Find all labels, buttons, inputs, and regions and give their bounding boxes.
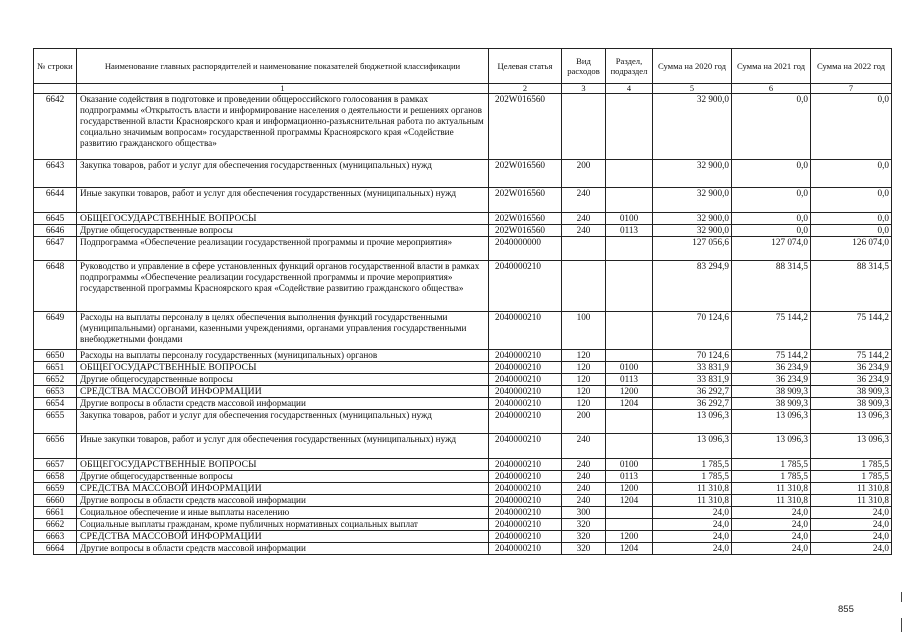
row-sum-2022: 1 785,5 [811,459,892,471]
row-expense-type: 200 [562,410,606,434]
row-sum-2020: 13 096,3 [653,434,732,459]
row-sum-2021: 38 909,3 [732,398,811,410]
row-section: 0100 [606,213,653,225]
table-row [34,386,892,398]
row-number: 6649 [34,312,77,350]
row-name: ОБЩЕГОСУДАРСТВЕННЫЕ ВОПРОСЫ [77,459,489,471]
row-number: 6652 [34,374,77,386]
row-expense-type: 120 [562,398,606,410]
row-sum-2022: 11 310,8 [811,495,892,507]
row-sum-2022: 13 096,3 [811,410,892,434]
row-sum-2022: 75 144,2 [811,312,892,350]
column-number: 2 [489,84,562,94]
row-sum-2020: 11 310,8 [653,483,732,495]
row-number: 6647 [34,237,77,261]
row-section: 0113 [606,225,653,237]
row-target-article: 2040000210 [489,434,562,459]
row-sum-2021: 24,0 [732,543,811,555]
header-sum-2021: Сумма на 2021 год [732,49,811,84]
table-row [34,459,892,471]
row-number: 6656 [34,434,77,459]
row-target-article: 2040000210 [489,543,562,555]
row-sum-2022: 0,0 [811,160,892,188]
row-expense-type: 240 [562,459,606,471]
row-number: 6654 [34,398,77,410]
row-name: Подпрограмма «Обеспечение реализации государственной программы и прочие мероприятия» [77,237,489,261]
row-expense-type: 240 [562,225,606,237]
header-name: Наименование главных распорядителей и наименование показателей бюджетной классификации [77,49,489,84]
row-target-article: 2040000210 [489,374,562,386]
table-row [34,261,892,312]
row-expense-type: 240 [562,434,606,459]
row-section [606,261,653,312]
table-body [34,94,892,555]
row-target-article: 2040000210 [489,386,562,398]
row-target-article: 2040000210 [489,410,562,434]
row-number: 6646 [34,225,77,237]
table-row [34,483,892,495]
header-sum-2020: Сумма на 2020 год [653,49,732,84]
row-sum-2020: 13 096,3 [653,410,732,434]
row-sum-2021: 0,0 [732,213,811,225]
row-sum-2022: 24,0 [811,531,892,543]
table-row [34,495,892,507]
table-row [34,543,892,555]
row-sum-2022: 88 314,5 [811,261,892,312]
row-sum-2022: 24,0 [811,519,892,531]
row-sum-2021: 1 785,5 [732,459,811,471]
row-section [606,160,653,188]
row-section [606,188,653,213]
budget-table-sheet [33,48,891,555]
row-sum-2020: 32 900,0 [653,225,732,237]
row-sum-2022: 24,0 [811,507,892,519]
row-section: 0100 [606,362,653,374]
row-sum-2021: 38 909,3 [732,386,811,398]
header-type: Вид расходов [562,49,606,84]
row-name: Иные закупки товаров, работ и услуг для обеспечения государственных (муниципальных) нужд [77,434,489,459]
scan-edge-mark [901,618,902,632]
row-section [606,350,653,362]
row-sum-2021: 1 785,5 [732,471,811,483]
row-section: 1204 [606,543,653,555]
row-section: 0113 [606,471,653,483]
row-expense-type: 240 [562,483,606,495]
row-section: 1200 [606,531,653,543]
row-expense-type: 120 [562,374,606,386]
row-sum-2020: 32 900,0 [653,213,732,225]
row-target-article: 202W016560 [489,188,562,213]
row-name: Расходы на выплаты персоналу в целях обеспечения выполнения функций государственными (муниципальными) органами, казенными учреждениями, органами управления государственными внебюджетными фондами [77,312,489,350]
row-section: 1200 [606,483,653,495]
row-target-article: 202W016560 [489,213,562,225]
row-section [606,519,653,531]
row-section: 1204 [606,398,653,410]
row-number: 6644 [34,188,77,213]
row-sum-2021: 11 310,8 [732,495,811,507]
row-number: 6661 [34,507,77,519]
row-sum-2022: 0,0 [811,188,892,213]
row-sum-2021: 13 096,3 [732,434,811,459]
row-name: Другие общегосударственные вопросы [77,374,489,386]
row-sum-2022: 11 310,8 [811,483,892,495]
row-section: 1204 [606,495,653,507]
row-expense-type [562,261,606,312]
row-number: 6655 [34,410,77,434]
row-sum-2020: 70 124,6 [653,350,732,362]
row-name: Другие вопросы в области средств массовой информации [77,398,489,410]
row-target-article: 2040000000 [489,237,562,261]
table-row [34,507,892,519]
row-sum-2020: 36 292,7 [653,398,732,410]
row-target-article: 2040000210 [489,471,562,483]
row-sum-2021: 75 144,2 [732,312,811,350]
row-number: 6660 [34,495,77,507]
row-sum-2020: 32 900,0 [653,188,732,213]
budget-table [33,48,892,555]
header-row [34,49,892,84]
table-row [34,160,892,188]
row-sum-2021: 0,0 [732,225,811,237]
row-number: 6663 [34,531,77,543]
row-sum-2021: 13 096,3 [732,410,811,434]
row-expense-type: 240 [562,471,606,483]
row-sum-2020: 32 900,0 [653,94,732,160]
table-row [34,374,892,386]
table-row [34,94,892,160]
row-sum-2022: 126 074,0 [811,237,892,261]
row-number: 6653 [34,386,77,398]
scan-edge-mark [901,592,902,602]
row-expense-type: 100 [562,312,606,350]
row-sum-2021: 88 314,5 [732,261,811,312]
row-sum-2021: 0,0 [732,94,811,160]
table-row [34,225,892,237]
column-number: 3 [562,84,606,94]
row-sum-2021: 11 310,8 [732,483,811,495]
row-sum-2022: 13 096,3 [811,434,892,459]
row-sum-2022: 36 234,9 [811,374,892,386]
table-row [34,350,892,362]
row-target-article: 2040000210 [489,362,562,374]
row-number: 6642 [34,94,77,160]
row-section [606,94,653,160]
row-name: Другие общегосударственные вопросы [77,225,489,237]
row-number: 6664 [34,543,77,555]
row-sum-2020: 11 310,8 [653,495,732,507]
row-target-article: 2040000210 [489,495,562,507]
row-sum-2022: 0,0 [811,213,892,225]
row-name: Другие вопросы в области средств массовой информации [77,495,489,507]
row-name: Иные закупки товаров, работ и услуг для обеспечения государственных (муниципальных) нужд [77,188,489,213]
table-row [34,362,892,374]
row-sum-2020: 24,0 [653,519,732,531]
row-expense-type: 120 [562,386,606,398]
row-number: 6650 [34,350,77,362]
row-sum-2021: 0,0 [732,160,811,188]
row-target-article: 2040000210 [489,398,562,410]
row-name: СРЕДСТВА МАССОВОЙ ИНФОРМАЦИИ [77,386,489,398]
row-sum-2020: 36 292,7 [653,386,732,398]
row-sum-2021: 24,0 [732,519,811,531]
row-sum-2022: 36 234,9 [811,362,892,374]
row-number: 6645 [34,213,77,225]
table-row [34,312,892,350]
page-number: 855 [838,604,854,615]
row-sum-2020: 33 831,9 [653,362,732,374]
row-sum-2021: 127 074,0 [732,237,811,261]
row-sum-2020: 1 785,5 [653,459,732,471]
row-number: 6658 [34,471,77,483]
header-sum-2022: Сумма на 2022 год [811,49,892,84]
row-expense-type: 200 [562,160,606,188]
row-section [606,410,653,434]
row-name: ОБЩЕГОСУДАРСТВЕННЫЕ ВОПРОСЫ [77,362,489,374]
table-row [34,237,892,261]
table-row [34,434,892,459]
row-name: ОБЩЕГОСУДАРСТВЕННЫЕ ВОПРОСЫ [77,213,489,225]
row-sum-2020: 83 294,9 [653,261,732,312]
row-name: Другие общегосударственные вопросы [77,471,489,483]
header-target: Целевая статья [489,49,562,84]
row-name: Закупка товаров, работ и услуг для обеспечения государственных (муниципальных) нужд [77,160,489,188]
column-number: 4 [606,84,653,94]
row-target-article: 2040000210 [489,350,562,362]
header-section: Раздел, подраздел [606,49,653,84]
row-section: 0100 [606,459,653,471]
row-expense-type: 320 [562,531,606,543]
row-sum-2022: 0,0 [811,225,892,237]
header-row-no: № строки [34,49,77,84]
row-expense-type: 240 [562,213,606,225]
row-expense-type: 120 [562,350,606,362]
row-sum-2020: 1 785,5 [653,471,732,483]
row-sum-2022: 38 909,3 [811,386,892,398]
row-target-article: 2040000210 [489,459,562,471]
row-section [606,237,653,261]
row-sum-2022: 24,0 [811,543,892,555]
row-name: Оказание содействия в подготовке и проведении общероссийского голосования в рамках подпрограммы «Открытость власти и информирование населения о деятельности и решениях органов государственной власти Красноярского края и информационно-разъяснительная работа по актуальным социально значимым вопросам» государственной программы Красноярского края «Содействие развитию гражданского общества» [77,94,489,160]
row-expense-type: 240 [562,188,606,213]
table-row [34,213,892,225]
row-name: Социальное обеспечение и иные выплаты населению [77,507,489,519]
column-number: 5 [653,84,732,94]
row-sum-2020: 127 056,6 [653,237,732,261]
row-sum-2020: 24,0 [653,531,732,543]
row-expense-type: 240 [562,495,606,507]
row-target-article: 2040000210 [489,483,562,495]
row-sum-2020: 24,0 [653,507,732,519]
row-expense-type: 320 [562,543,606,555]
table-row [34,410,892,434]
row-sum-2020: 33 831,9 [653,374,732,386]
row-target-article: 2040000210 [489,519,562,531]
row-expense-type: 120 [562,362,606,374]
row-sum-2020: 24,0 [653,543,732,555]
row-sum-2021: 24,0 [732,507,811,519]
row-sum-2021: 0,0 [732,188,811,213]
row-target-article: 202W016560 [489,225,562,237]
row-number: 6659 [34,483,77,495]
table-row [34,531,892,543]
row-sum-2022: 0,0 [811,94,892,160]
row-expense-type: 320 [562,519,606,531]
row-target-article: 2040000210 [489,531,562,543]
row-sum-2022: 75 144,2 [811,350,892,362]
row-expense-type: 300 [562,507,606,519]
row-sum-2021: 75 144,2 [732,350,811,362]
row-expense-type [562,94,606,160]
row-section: 1200 [606,386,653,398]
row-sum-2020: 32 900,0 [653,160,732,188]
table-row [34,398,892,410]
row-target-article: 2040000210 [489,507,562,519]
row-target-article: 2040000210 [489,312,562,350]
row-section [606,507,653,519]
row-name: СРЕДСТВА МАССОВОЙ ИНФОРМАЦИИ [77,483,489,495]
row-target-article: 202W016560 [489,160,562,188]
row-sum-2021: 36 234,9 [732,362,811,374]
row-number: 6643 [34,160,77,188]
row-sum-2022: 38 909,3 [811,398,892,410]
row-number: 6657 [34,459,77,471]
column-number-row [34,84,892,94]
table-row [34,519,892,531]
table-row [34,471,892,483]
row-number: 6662 [34,519,77,531]
row-name: СРЕДСТВА МАССОВОЙ ИНФОРМАЦИИ [77,531,489,543]
row-name: Руководство и управление в сфере установленных функций органов государственной власти в рамках подпрограммы «Обеспечение реализации государственной программы и прочие мероприятия» государственной программы Красноярского края «Содействие развитию гражданского общества» [77,261,489,312]
row-section [606,312,653,350]
row-name: Социальные выплаты гражданам, кроме публичных нормативных социальных выплат [77,519,489,531]
row-expense-type [562,237,606,261]
row-sum-2022: 1 785,5 [811,471,892,483]
row-sum-2020: 70 124,6 [653,312,732,350]
row-target-article: 2040000210 [489,261,562,312]
row-sum-2021: 24,0 [732,531,811,543]
column-number: 6 [732,84,811,94]
row-number: 6648 [34,261,77,312]
column-number: 1 [77,84,489,94]
column-number: 7 [811,84,892,94]
row-name: Расходы на выплаты персоналу государственных (муниципальных) органов [77,350,489,362]
row-sum-2021: 36 234,9 [732,374,811,386]
column-number-empty [34,84,77,94]
row-name: Другие вопросы в области средств массовой информации [77,543,489,555]
row-section [606,434,653,459]
table-row [34,188,892,213]
row-number: 6651 [34,362,77,374]
row-section: 0113 [606,374,653,386]
row-name: Закупка товаров, работ и услуг для обеспечения государственных (муниципальных) нужд [77,410,489,434]
row-target-article: 202W016560 [489,94,562,160]
